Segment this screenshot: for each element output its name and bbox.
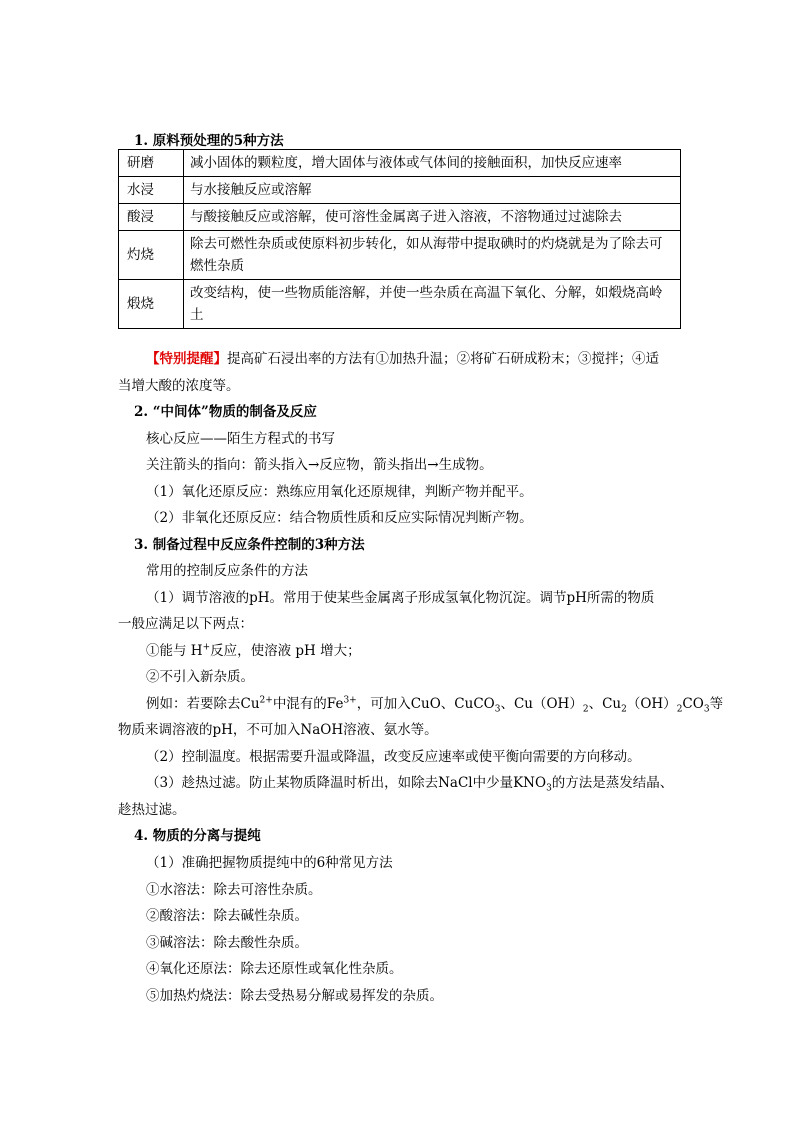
text-line xyxy=(146,774,673,792)
text-line: ②不引入新杂质。 xyxy=(146,669,254,685)
text-line: （2）非氧化还原反应：结合物质性质和反应实际情况判断产物。 xyxy=(146,510,533,526)
special-note-tag: 【特别提醒】 xyxy=(146,351,227,367)
special-note xyxy=(146,350,659,368)
text-line xyxy=(146,642,361,660)
pretreatment-table xyxy=(118,149,681,329)
list-item: ③碱溶法：除去酸性杂质。 xyxy=(146,935,308,951)
superscript: + xyxy=(202,642,211,653)
table-row xyxy=(119,150,681,177)
table-cell-desc: 减小固体的颗粒度，增大固体与液体或气体间的接触面积，加快反应速率 xyxy=(184,150,681,177)
table-cell-desc: 除去可燃性杂质或使原料初步转化，如从海带中提取碘时的灼烧就是为了除去可燃性杂质 xyxy=(184,231,681,280)
table-row xyxy=(119,280,681,329)
list-item: ①水溶法：除去可溶性杂质。 xyxy=(146,882,322,898)
subscript: 2 xyxy=(621,704,627,715)
text-fragment: 、Cu（OH） xyxy=(500,696,583,712)
text-fragment: （3）趁热过滤。防止某物质降温时析出，如除去NaCl中少量KNO xyxy=(146,775,547,791)
text-fragment: （OH） xyxy=(626,696,677,712)
subscript: 3 xyxy=(494,704,501,715)
special-note-cont: 当增大酸的浓度等。 xyxy=(118,378,240,394)
table-row xyxy=(119,177,681,204)
text-line: 核心反应——陌生方程式的书写 xyxy=(146,431,335,447)
table-cell-name: 水浸 xyxy=(119,177,184,204)
table-cell-name: 煅烧 xyxy=(119,280,184,329)
text-line: （1）准确把握物质提纯中的6种常见方法 xyxy=(146,855,393,871)
table-cell-name: 酸浸 xyxy=(119,204,184,231)
text-fragment: 例如：若要除去Cu xyxy=(146,696,260,712)
subscript: 3 xyxy=(703,704,710,715)
table-cell-desc: 与酸接触反应或溶解，使可溶性金属离子进入溶液，不溶物通过过滤除去 xyxy=(184,204,681,231)
text-fragment: ，可加入CuO、CuCO xyxy=(356,696,495,712)
subscript: 2 xyxy=(676,704,683,715)
text-fragment: 反应，使溶液 pH 增大； xyxy=(210,643,361,659)
table-row xyxy=(119,204,681,231)
text-line: 关注箭头的指向：箭头指入→反应物，箭头指出→生成物。 xyxy=(146,457,493,473)
section-4-title: 4. 物质的分离与提纯 xyxy=(134,828,261,844)
subscript: 3 xyxy=(546,783,552,794)
text-line: （1）氧化还原反应：熟练应用氧化还原规律，判断产物并配平。 xyxy=(146,484,533,500)
table-cell-name: 研磨 xyxy=(119,150,184,177)
special-note-text: 提高矿石浸出率的方法有①加热升温；②将矿石研成粉末；③搅拌；④适 xyxy=(227,351,659,367)
section-3-title: 3. 制备过程中反应条件控制的3种方法 xyxy=(134,537,365,553)
table-cell-desc: 与水接触反应或溶解 xyxy=(184,177,681,204)
table-cell-desc: 改变结构，使一些物质能溶解，并使一些杂质在高温下氧化、分解，如煅烧高岭土 xyxy=(184,280,681,329)
section-2-title: 2. “中间体”物质的制备及反应 xyxy=(134,404,317,420)
list-item: ⑤加热灼烧法：除去受热易分解或易挥发的杂质。 xyxy=(146,988,443,1004)
text-fragment: 、Cu xyxy=(588,696,622,712)
superscript: 3+ xyxy=(343,695,357,706)
text-line: 一般应满足以下两点： xyxy=(118,616,253,632)
text-line: 趁热过滤。 xyxy=(118,802,186,818)
text-line xyxy=(146,695,723,713)
list-item: ②酸溶法：除去碱性杂质。 xyxy=(146,908,308,924)
text-line: （2）控制温度。根据需要升温或降温，改变反应速率或使平衡向需要的方向移动。 xyxy=(146,749,641,765)
text-line: （1）调节溶液的pH。常用于使某些金属离子形成氢氧化物沉淀。调节pH所需的物质 xyxy=(146,590,655,606)
section-1-title: 1. 原料预处理的5种方法 xyxy=(134,133,284,149)
text-fragment: 中混有的Fe xyxy=(272,696,344,712)
superscript: 2+ xyxy=(259,695,273,706)
text-fragment: 等 xyxy=(709,696,724,712)
text-line: 物质来调溶液的pH，不可加入NaOH溶液、氨水等。 xyxy=(118,722,438,738)
subscript: 2 xyxy=(582,704,589,715)
table-cell-name: 灼烧 xyxy=(119,231,184,280)
table-row xyxy=(119,231,681,280)
list-item: ④氧化还原法：除去还原性或氧化性杂质。 xyxy=(146,961,403,977)
text-fragment: ①能与 H xyxy=(146,643,203,659)
text-line: 常用的控制反应条件的方法 xyxy=(146,563,308,579)
text-fragment: CO xyxy=(682,696,704,712)
text-fragment: 的方法是蒸发结晶、 xyxy=(551,775,674,791)
